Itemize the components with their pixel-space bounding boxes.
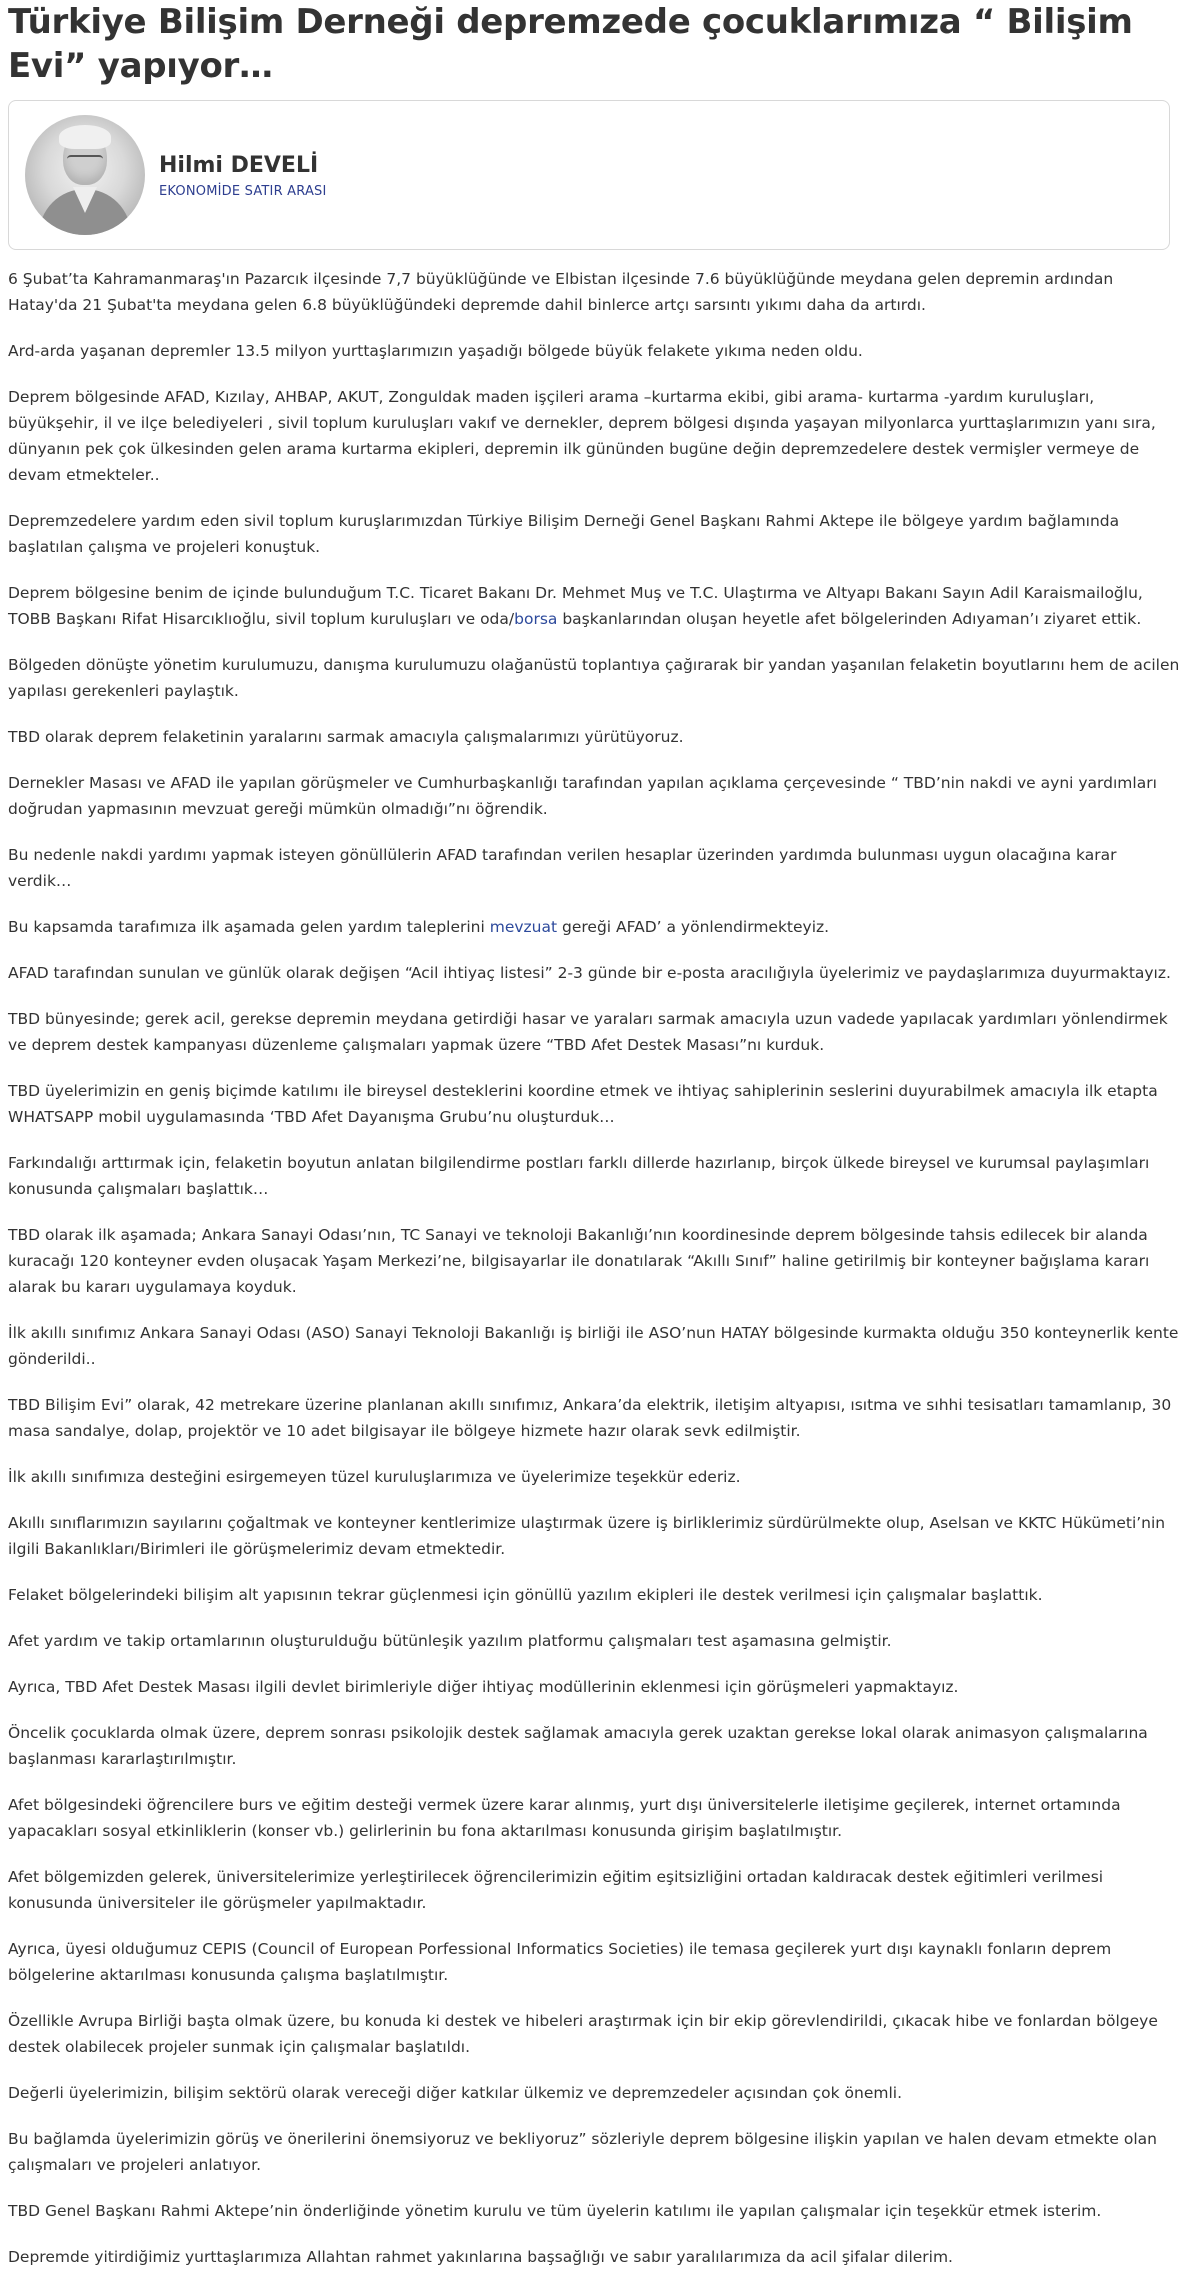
paragraph: TBD bünyesinde; gerek acil, gerekse depremin meydana getirdiği hasar ve yaraları sarmak amacıyla uzun vadede yapılacak yardımları yönlendirmek ve deprem destek kampanyası düzenleme çalışmaları yapmak üzere “TBD Afet Destek Masası”nı kurduk.: [8, 1010, 1168, 1054]
paragraph: Felaket bölgelerindeki bilişim alt yapısının tekrar güçlenmesi için gönüllü yazılım ekipleri ile destek verilmesi için çalışmalar başlattık.: [8, 1586, 1043, 1604]
paragraph-text: Bu kapsamda tarafımıza ilk aşamada gelen yardım taleplerini: [8, 918, 490, 936]
paragraph: 6 Şubat’ta Kahramanmaraş'ın Pazarcık ilçesinde 7,7 büyüklüğünde ve Elbistan ilçesinde 7.6 büyüklüğünde meydana gelen depremin ardından Hatay'da 21 Şubat'ta meydana gelen 6.8 büyüklüğündeki depremde dahil binlerce artçı sarsıntı yıkımı daha da artırdı.: [8, 270, 1114, 314]
paragraph: TBD üyelerimizin en geniş biçimde katılımı ile bireysel desteklerini koordine etmek ve ihtiyaç sahiplerinin seslerini duyurabilmek amacıyla ilk etapta WHATSAPP mobil uygulamasında ‘TBD Afet Dayanışma Grubu’nu oluşturduk…: [8, 1082, 1158, 1126]
paragraph: Bu bağlamda üyelerimizin görüş ve önerilerini önemsiyoruz ve bekliyoruz” sözleriyle deprem bölgesine ilişkin yapılan ve halen devam etmekte olan çalışmaları ve projeleri anlatıyor.: [8, 2130, 1157, 2174]
paragraph: Afet bölgemizden gelerek, üniversitelerimize yerleştirilecek öğrencilerimizin eğitim eşitsizliğini ortadan kaldıracak destek eğitimleri verilmesi konusunda üniversiteler ile görüşmeler yapılmaktadır.: [8, 1868, 1104, 1912]
paragraph: Farkındalığı arttırmak için, felaketin boyutun anlatan bilgilendirme postları farklı dillerde hazırlanıp, birçok ülkede bireysel ve kurumsal paylaşımları konusunda çalışmaları başlattık…: [8, 1154, 1150, 1198]
paragraph: Bu nedenle nakdi yardımı yapmak isteyen gönüllülerin AFAD tarafından verilen hesaplar üzerinden yardımda bulunması uygun olacağına karar verdik…: [8, 846, 1117, 890]
article-title: Türkiye Bilişim Derneği depremzede çocuklarımıza “ Bilişim Evi” yapıyor…: [8, 2, 1133, 86]
paragraph-text: gereği AFAD’ a yönlendirmekteyiz.: [557, 918, 830, 936]
author-name[interactable]: Hilmi DEVELİ: [159, 152, 319, 178]
article-body: [8, 266, 1180, 2270]
paragraph: Bölgeden dönüşte yönetim kurulumuzu, danışma kurulumuzu olağanüstü toplantıya çağırarak bir yandan yaşanılan felaketin boyutlarını hem de acilen yapılası gerekenleri paylaştık.: [8, 656, 1180, 700]
paragraph: Özellikle Avrupa Birliği başta olmak üzere, bu konuda ki destek ve hibeleri araştırmak için bir ekip görevlendirildi, çıkacak hibe ve fonlardan bölgeye destek olabilecek projeler sunmak için çalışmalar başlatıldı.: [8, 2012, 1158, 2056]
author-column-name[interactable]: EKONOMİDE SATIR ARASI: [159, 183, 327, 199]
paragraph-with-borsa-link: [8, 580, 1180, 632]
paragraph: TBD olarak deprem felaketinin yaralarını sarmak amacıyla çalışmalarımızı yürütüyoruz.: [8, 728, 684, 746]
paragraph: Afet yardım ve takip ortamlarının oluşturulduğu bütünleşik yazılım platformu çalışmaları test aşamasına gelmiştir.: [8, 1632, 892, 1650]
author-card[interactable]: [8, 100, 1170, 250]
paragraph: Depremde yitirdiğimiz yurttaşlarımıza Allahtan rahmet yakınlarına başsağlığı ve sabır yaralılarımıza da acil şifalar dilerim.: [8, 2248, 953, 2266]
paragraph: İlk akıllı sınıfımıza desteğini esirgemeyen tüzel kuruluşlarımıza ve üyelerimize teşekkür ederiz.: [8, 1468, 741, 1486]
paragraph: Deprem bölgesinde AFAD, Kızılay, AHBAP, AKUT, Zonguldak maden işçileri arama –kurtarma ekibi, gibi arama- kurtarma -yardım kuruluşları, büyükşehir, il ve ilçe belediyeleri , sivil toplum kuruluşları vakıf ve dernekler, deprem bölgesi dışında yaşayan milyonlarca yurttaşlarımızın yanı sıra, dünyanın pek çok ülkesinden gelen arama kurtarma ekipleri, depremin ilk gününden bugüne değin depremzedelere destek vermişler vermeye de devam etmekteler..: [8, 388, 1156, 484]
paragraph: Afet bölgesindeki öğrencilere burs ve eğitim desteği vermek üzere karar alınmış, yurt dışı üniversitelerle iletişime geçilerek, internet ortamında yapacakları sosyal etkinliklerin (konser vb.) gelirlerinin bu fona aktarılması konusunda girişim başlatılmıştır.: [8, 1796, 1121, 1840]
avatar-hair-shape: [59, 125, 111, 149]
paragraph: Depremzedelere yardım eden sivil toplum kuruşlarımızdan Türkiye Bilişim Derneği Genel Başkanı Rahmi Aktepe ile bölgeye yardım bağlamında başlatılan çalışma ve projeleri konuştuk.: [8, 512, 1120, 556]
paragraph-text: başkanlarından oluşan heyetle afet bölgelerinden Adıyaman’ı ziyaret ettik.: [557, 610, 1142, 628]
paragraph-text: Deprem bölgesine benim de içinde bulunduğum T.C. Ticaret Bakanı Dr. Mehmet Muş ve T.C. Ulaştırma ve Altyapı Bakanı Sayın Adil Karaismailoğlu, TOBB Başkanı Rifat Hisarcıklıoğlu, sivil toplum kuruluşları ve oda/: [8, 584, 1143, 628]
paragraph: Ard-arda yaşanan depremler 13.5 milyon yurttaşlarımızın yaşadığı bölgede büyük felakete yıkıma neden oldu.: [8, 342, 863, 360]
paragraph: Değerli üyelerimizin, bilişim sektörü olarak vereceği diğer katkılar ülkemiz ve depremzedeler açısından çok önemli.: [8, 2084, 903, 2102]
author-info: [159, 152, 327, 199]
borsa-link[interactable]: borsa: [514, 610, 558, 628]
paragraph: TBD Bilişim Evi” olarak, 42 metrekare üzerine planlanan akıllı sınıfımız, Ankara’da elektrik, iletişim altyapısı, ısıtma ve sıhhi tesisatları tamamlanıp, 30 masa sandalye, dolap, projektör ve 10 adet bilgisayar ile bölgeye hizmete hazır olarak sevk edilmiştir.: [8, 1396, 1172, 1440]
paragraph: İlk akıllı sınıfımız Ankara Sanayi Odası (ASO) Sanayi Teknoloji Bakanlığı iş birliği ile ASO’nun HATAY bölgesinde kurmakta olduğu 350 konteynerlik kente gönderildi..: [8, 1324, 1179, 1368]
paragraph: Ayrıca, TBD Afet Destek Masası ilgili devlet birimleriyle diğer ihtiyaç modüllerinin eklenmesi için görüşmeleri yapmaktayız.: [8, 1678, 959, 1696]
author-avatar[interactable]: [25, 115, 145, 235]
paragraph-with-mevzuat-link: [8, 914, 1180, 940]
paragraph: Öncelik çocuklarda olmak üzere, deprem sonrası psikolojik destek sağlamak amacıyla gerek uzaktan gerekse lokal olarak animasyon çalışmalarına başlanması kararlaştırılmıştır.: [8, 1724, 1148, 1768]
paragraph: Ayrıca, üyesi olduğumuz CEPIS (Council of European Porfessional Informatics Societies) ile temasa geçilerek yurt dışı kaynaklı fonların deprem bölgelerine aktarılması konusunda çalışma başlatılmıştır.: [8, 1940, 1112, 1984]
mevzuat-link[interactable]: mevzuat: [489, 918, 558, 936]
paragraph: AFAD tarafından sunulan ve günlük olarak değişen “Acil ihtiyaç listesi” 2-3 günde bir e-posta aracılığıyla üyelerimiz ve paydaşlarımıza duyurmaktayız.: [8, 964, 1171, 982]
paragraph: TBD olarak ilk aşamada; Ankara Sanayi Odası’nın, TC Sanayi ve teknoloji Bakanlığı’nın koordinesinde deprem bölgesinde tahsis edilecek bir alanda kuracağı 120 konteyner evden oluşacak Yaşam Merkezi’ne, bilgisayarlar ile donatılarak “Akıllı Sınıf” haline getirilmiş bir konteyner bağışlama kararı alarak bu kararı uygulamaya koyduk.: [8, 1226, 1150, 1296]
paragraph: Akıllı sınıflarımızın sayılarını çoğaltmak ve konteyner kentlerimize ulaştırmak üzere iş birliklerimiz sürdürülmekte olup, Aselsan ve KKTC Hükümeti’nin ilgili Bakanlıkları/Birimleri ile görüşmelerimiz devam etmektedir.: [8, 1514, 1166, 1558]
avatar-glasses-shape: [67, 155, 103, 165]
paragraph: Dernekler Masası ve AFAD ile yapılan görüşmeler ve Cumhurbaşkanlığı tarafından yapılan açıklama çerçevesinde “ TBD’nin nakdi ve ayni yardımları doğrudan yapmasının mevzuat gereği mümkün olmadığı”nı öğrendik.: [8, 774, 1157, 818]
paragraph: TBD Genel Başkanı Rahmi Aktepe’nin önderliğinde yönetim kurulu ve tüm üyelerin katılımı ile yapılan çalışmalar için teşekkür etmek isterim.: [8, 2202, 1102, 2220]
